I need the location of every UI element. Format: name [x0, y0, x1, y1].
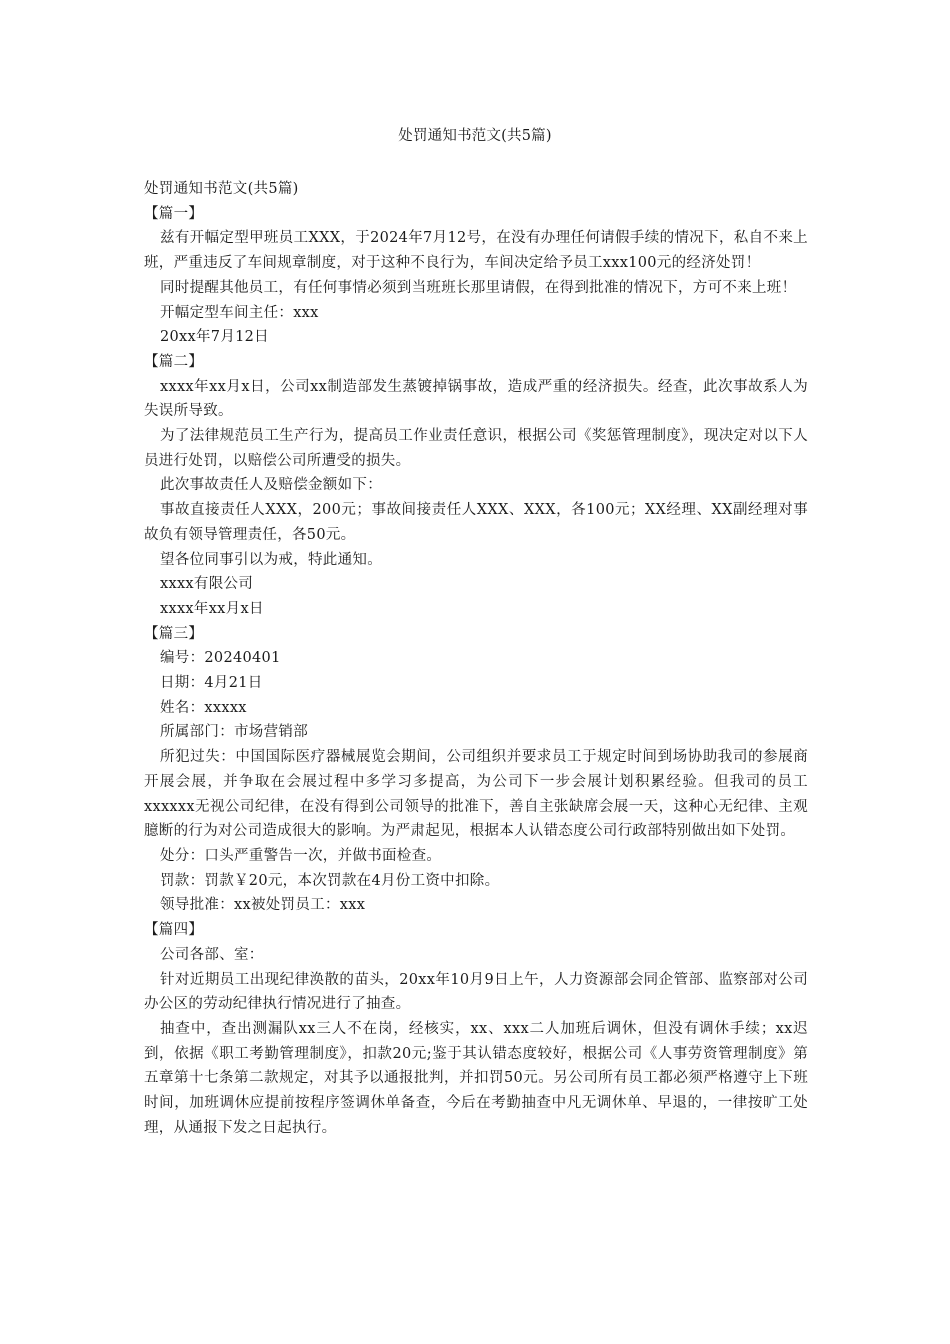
paragraph: 20xx年7月12日: [160, 329, 269, 346]
paragraph: 编号：20240401: [160, 650, 281, 667]
paragraph: 日期：4月21日: [160, 675, 263, 692]
paragraph: 姓名：xxxxx: [160, 699, 247, 716]
paragraph: 望各位同事引以为戒，特此通知。: [160, 551, 382, 568]
paragraph: 所属部门：市场营销部: [160, 724, 308, 741]
section-heading: 【篇二】: [144, 353, 204, 370]
paragraph: xxxx年xx月x日: [160, 600, 264, 617]
paragraph: 公司各部、室：: [160, 946, 264, 963]
paragraph: 领导批准：xx被处罚员工：xxx: [160, 897, 366, 914]
paragraph: 事故直接责任人XXX，200元；事故间接责任人XXX、XXX，各100元；XX经理、XX副经理对事故负有领导管理责任，各50元。: [144, 502, 808, 543]
paragraph: 同时提醒其他员工，有任何事情必须到当班班长那里请假，在得到批准的情况下，方可不来上班！: [160, 279, 797, 296]
paragraph: 开幅定型车间主任：xxx: [160, 304, 319, 321]
paragraph: 为了法律规范员工生产行为，提高员工作业责任意识，根据公司《奖惩管理制度》，现决定对以下人员进行处罚，以赔偿公司所遭受的损失。: [144, 428, 808, 469]
paragraph: 处分：口头严重警告一次，并做书面检查。: [160, 847, 442, 864]
document-subtitle: 处罚通知书范文(共5篇): [144, 181, 299, 197]
section-heading: 【篇一】: [144, 205, 204, 222]
document-body: [144, 177, 808, 1140]
paragraph: xxxx有限公司: [160, 576, 254, 593]
paragraph: 兹有开幅定型甲班员工XXX，于2024年7月12号，在没有办理任何请假手续的情况下，私自不来上班，严重违反了车间规章制度，对于这种不良行为，车间决定给予员工xxx100元的经济处罚！: [144, 230, 808, 272]
section-heading: 【篇四】: [144, 922, 204, 939]
paragraph: 所犯过失：中国国际医疗器械展览会期间，公司组织并要求员工于规定时间到场协助我司的参展商开展会展，并争取在会展过程中多学习多提高，为公司下一步会展计划积累经验。但我司的员工xxxxxx无视公司纪律，在没有得到公司领导的批准下，善自主张缺席会展一天，这种心无纪律、主观臆断的行为对公司造成很大的影响。为严肃起见，根据本人认错态度公司行政部特别做出如下处罚。: [144, 749, 808, 840]
section-heading: 【篇三】: [144, 625, 204, 642]
paragraph: 针对近期员工出现纪律涣散的苗头，20xx年10月9日上午，人力资源部会同企管部、监察部对公司办公区的劳动纪律执行情况进行了抽查。: [144, 971, 808, 1013]
paragraph: 此次事故责任人及赔偿金额如下：: [160, 477, 382, 494]
paragraph: 罚款：罚款￥20元，本次罚款在4月份工资中扣除。: [160, 872, 500, 889]
paragraph: xxxx年xx月x日，公司xx制造部发生蒸镀掉锅事故，造成严重的经济损失。经查，此次事故系人为失误所导致。: [144, 378, 808, 420]
paragraph: 抽查中，查出测漏队xx三人不在岗，经核实，xx、xxx二人加班后调休，但没有调休手续；xx迟到，依据《职工考勤管理制度》，扣款20元;鉴于其认错态度较好，根据公司《人事劳资管理制度》第五章第十七条第二款规定，对其予以通报批判，并扣罚50元。另公司所有员工都必须严格遵守上下班时间，加班调休应提前按程序签调休单备查，今后在考勤抽查中凡无调休单、早退的，一律按旷工处理，从通报下发之日起执行。: [144, 1020, 808, 1136]
page-title: 处罚通知书范文(共5篇): [398, 128, 552, 144]
